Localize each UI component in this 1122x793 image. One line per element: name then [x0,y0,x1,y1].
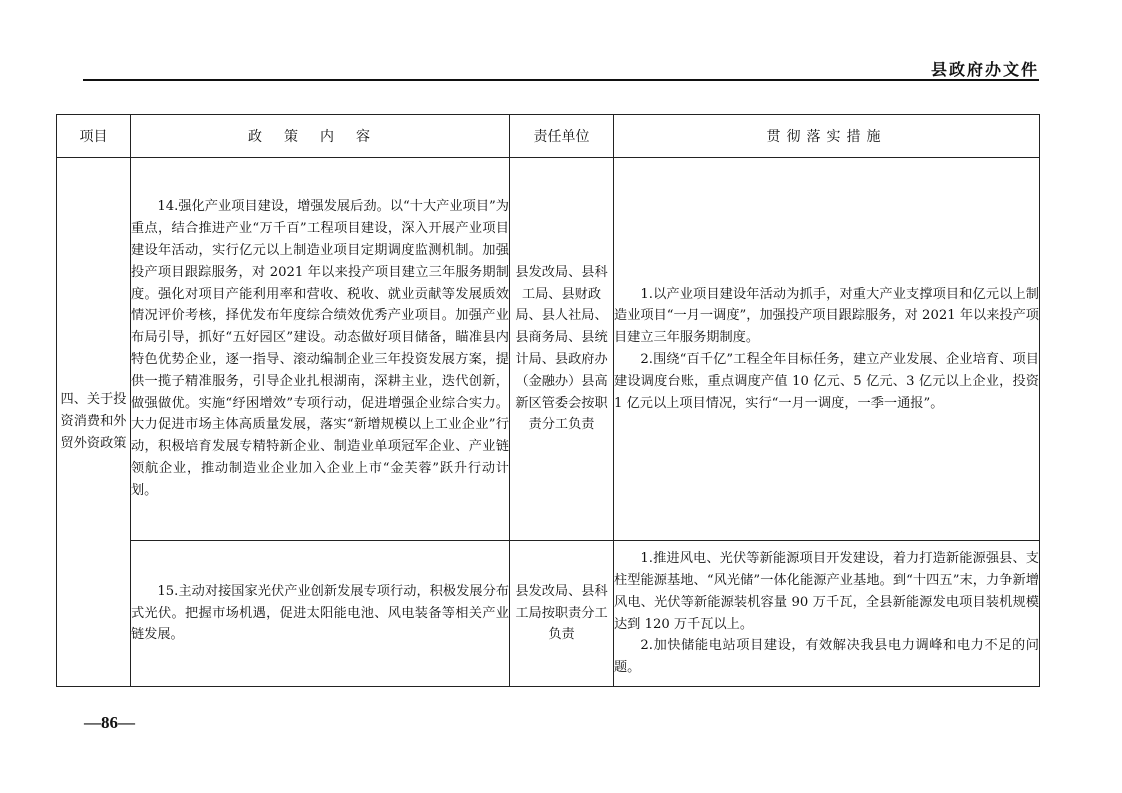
measures-cell [614,158,1040,541]
table-header-row [57,115,1040,158]
page-number: —86— [84,713,135,732]
measure-item: 2.加快储能电站项目建设，有效解决我县电力调峰和电力不足的问题。 [614,638,1039,676]
header-divider [83,79,1039,81]
measure-item: 1.推进风电、光伏等新能源项目开发建设，着力打造新能源强县、支柱型能源基地、“风光储”一体化能源产业基地。到“十四五”末，力争新增风电、光伏等新能源装机容量 90 万千瓦，全县新能源发电项目装机规模达到 120 万千瓦以上。 [614,551,1039,632]
measure-item: 2.围绕“百千亿”工程全年目标任务，建立产业发展、企业培育、项目建设调度台账，重点调度产值 10 亿元、5 亿元、3 亿元以上企业，投资 1 亿元以上项目情况，实行“一月一调度，一季一通报”。 [614,352,1039,411]
column-header-measures: 贯彻落实措施 [614,115,1040,158]
policy-table [56,114,1040,687]
responsible-unit-cell: 县发改局、县科工局、县财政局、县人社局、县商务局、县统计局、县政府办（金融办）县高新区管委会按职责分工负责 [510,158,614,541]
measures-cell [614,541,1040,687]
measure-item: 1.以产业项目建设年活动为抓手，对重大产业支撑项目和亿元以上制造业项目“一月一调度”，加强投产项目跟踪服务，对 2021 年以来投产项目建立三年服务期制度。 [614,286,1039,346]
column-header-policy: 政策内容 [131,115,510,158]
table-row [57,541,1040,687]
policy-cell: 14.强化产业项目建设，增强发展后劲。以“十大产业项目”为重点，结合推进产业“万千百”工程项目建设，深入开展产业项目建设年活动，实行亿元以上制造业项目定期调度监测机制。加强投产项目跟踪服务，对 2021 年以来投产项目建立三年服务期制度。强化对项目产能利用率和营收、税收、就业贡献等发展质效情况评价考核，择优发布年度综合绩效优秀产业项目。加强产业布局引导，抓好“五好园区”建设。动态做好项目储备，瞄准县内特色优势企业，逐一指导、滚动编制企业三年投资发展方案，提供一揽子精准服务，引导企业扎根湖南，深耕主业，迭代创新，做强做优。实施“纾困增效”专项行动，促进增强企业综合实力。大力促进市场主体高质量发展，落实“新增规模以上工业企业”行动，积极培育发展专精特新企业、制造业单项冠军企业、产业链领航企业，推动制造业企业加入企业上市“金芙蓉”跃升行动计划。 [131,158,510,541]
table-row [57,158,1040,541]
document-header-title: 县政府办文件 [930,60,1039,79]
policy-cell: 15.主动对接国家光伏产业创新发展专项行动，积极发展分布式光伏。把握市场机遇，促进太阳能电池、风电装备等相关产业链发展。 [131,541,510,687]
responsible-unit-cell: 县发改局、县科工局按职责分工负责 [510,541,614,687]
column-header-unit: 责任单位 [510,115,614,158]
column-header-item: 项目 [57,115,131,158]
section-label-cell: 四、关于投资消费和外贸外资政策 [57,158,131,687]
